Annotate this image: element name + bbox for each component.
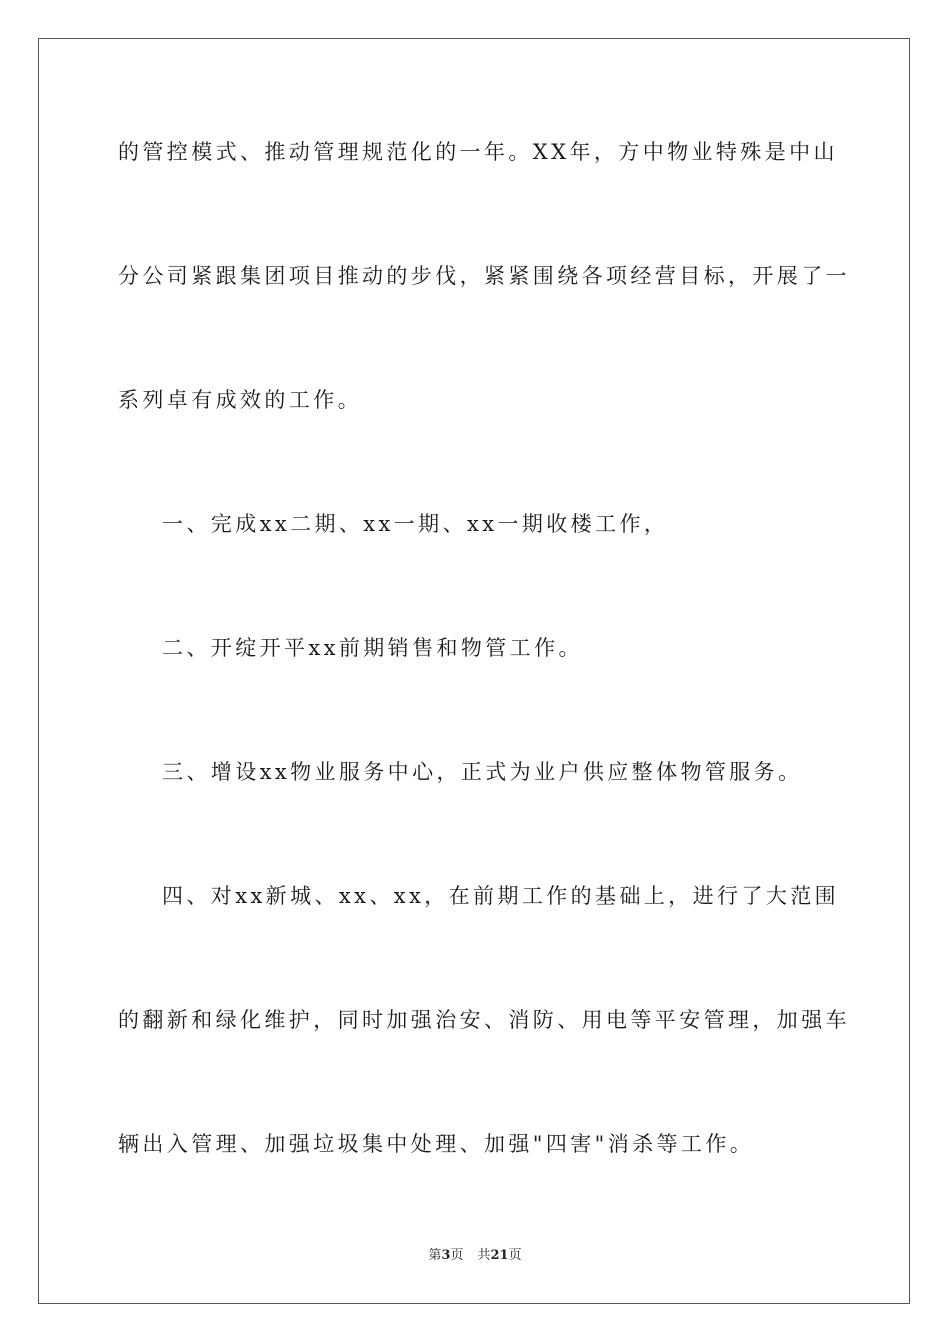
list-item-4: 四、对xx新城、xx、xx，在前期工作的基础上，进行了大范围 bbox=[162, 884, 840, 908]
paragraph-line-3: 系列卓有成效的工作。 bbox=[118, 388, 362, 412]
list-item-2: 二、开绽开平xx前期销售和物管工作。 bbox=[162, 636, 583, 660]
footer-total-suffix: 页 bbox=[508, 1248, 522, 1263]
list-item-4-continued: 的翻新和绿化维护，同时加强治安、消防、用电等平安管理，加强车 bbox=[118, 1008, 850, 1032]
footer-total-pages: 21 bbox=[490, 1248, 509, 1263]
page-border bbox=[38, 38, 910, 1304]
paragraph-line-2: 分公司紧跟集团项目推动的步伐，紧紧围绕各项经营目标，开展了一 bbox=[118, 264, 850, 288]
list-item-3: 三、增设xx物业服务中心，正式为业户供应整体物管服务。 bbox=[162, 760, 803, 784]
footer-page-prefix: 第 bbox=[428, 1248, 442, 1263]
list-item-1: 一、完成xx二期、xx一期、xx一期收楼工作， bbox=[162, 512, 669, 536]
paragraph-line-1: 的管控模式、推动管理规范化的一年。XX年，方中物业特殊是中山 bbox=[118, 140, 838, 164]
footer-total-prefix: 共 bbox=[477, 1248, 491, 1263]
footer-page-number: 3 bbox=[441, 1248, 451, 1263]
footer-page-suffix: 页 bbox=[450, 1248, 464, 1263]
page-footer bbox=[0, 1247, 950, 1265]
list-item-4-end: 辆出入管理、加强垃圾集中处理、加强"四害"消杀等工作。 bbox=[118, 1132, 755, 1156]
